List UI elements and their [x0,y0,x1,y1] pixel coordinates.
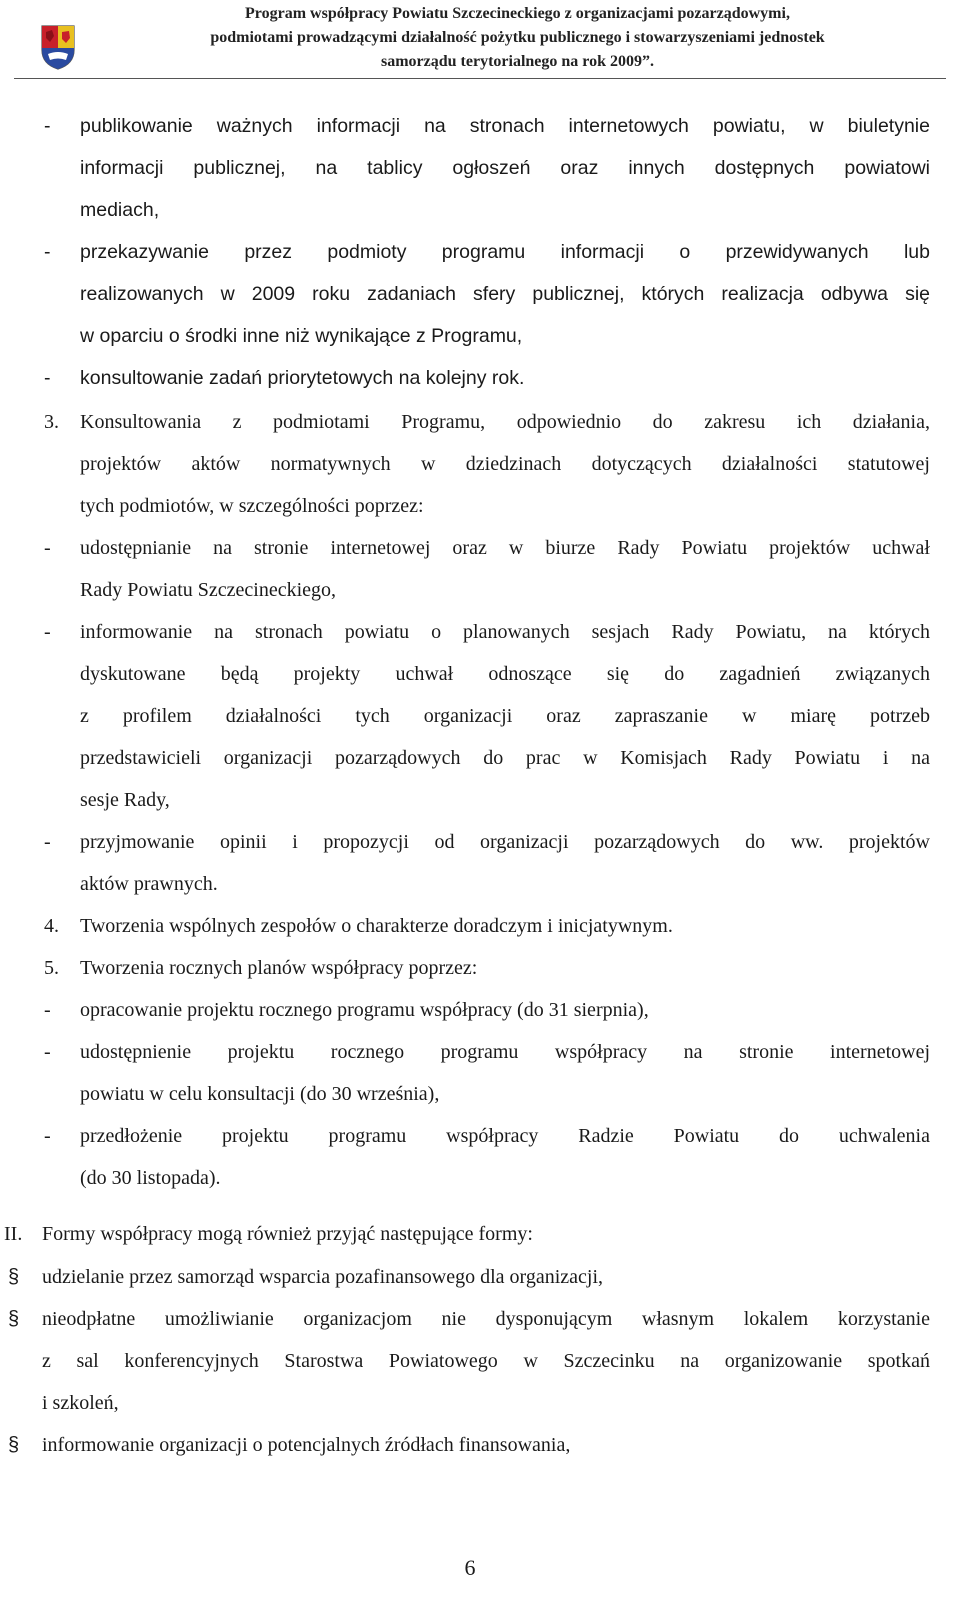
list-item-text: aktów prawnych. [80,873,218,895]
item-number: 4. [44,915,59,937]
paragraph-text: projektów aktów normatywnych w dziedzinach dotyczących działalności statutowej [80,453,930,475]
item-number: 5. [44,957,59,979]
list-dash: - [44,537,51,559]
list-item-text: udzielanie przez samorząd wsparcia pozafinansowego dla organizacji, [42,1266,604,1288]
list-item-text: Rady Powiatu Szczecineckiego, [80,579,337,601]
header-divider [14,78,946,79]
list-item-text: z profilem działalności tych organizacji oraz zapraszanie w miarę potrzeb [80,705,930,727]
coat-of-arms-icon [40,24,76,70]
list-dash: - [44,241,51,263]
list-item-text: (do 30 listopada). [80,1167,221,1189]
paragraph-text: Konsultowania z podmiotami Programu, odpowiednio do zakresu ich działania, [80,411,930,433]
list-dash: - [44,115,51,137]
header-line: samorządu terytorialnego na rok 2009”. [380,53,654,70]
list-item-text: przedstawicieli organizacji pozarządowych do prac w Komisjach Rady Powiatu i na [80,747,930,769]
section-bullet-icon: § [8,1266,20,1288]
list-item-text: powiatu w celu konsultacji (do 30 września), [80,1083,440,1105]
list-item-text: przekazywanie przez podmioty programu informacji o przewidywanych lub [80,241,930,263]
list-dash: - [44,621,51,643]
list-item-text: udostępnienie projektu rocznego programu współpracy na stronie internetowej [80,1041,930,1063]
list-item-text: udostępnianie na stronie internetowej oraz w biurze Rady Powiatu projektów uchwał [80,537,930,559]
list-item-text: informowanie na stronach powiatu o planowanych sesjach Rady Powiatu, na których [80,621,930,643]
header-line: Program współpracy Powiatu Szczecineckiego z organizacjami pozarządowymi, [245,5,790,22]
paragraph-text: tych podmiotów, w szczególności poprzez: [80,495,424,517]
list-dash: - [44,999,51,1021]
list-dash: - [44,831,51,853]
header-title [130,2,905,74]
list-item-text: nieodpłatne umożliwianie organizacjom nie dysponującym własnym lokalem korzystanie [42,1308,930,1330]
list-dash: - [44,1041,51,1063]
list-dash: - [44,1125,51,1147]
list-item-text: informowanie organizacji o potencjalnych źródłach finansowania, [42,1434,571,1456]
list-item-text: konsultowanie zadań priorytetowych na kolejny rok. [80,367,525,389]
list-item-text: realizowanych w 2009 roku zadaniach sfery publicznej, których realizacja odbywa się [80,283,930,305]
list-item-text: z sal konferencyjnych Starostwa Powiatowego w Szczecinku na organizowanie spotkań [42,1350,930,1372]
running-header [0,0,960,76]
list-item-text: opracowanie projektu rocznego programu współpracy (do 31 sierpnia), [80,999,649,1021]
paragraph-text: Tworzenia rocznych planów współpracy poprzez: [80,957,478,979]
page-number: 6 [464,1555,476,1580]
item-number: 3. [44,411,59,433]
section-bullet-icon: § [8,1308,20,1330]
header-line: podmiotami prowadzącymi działalność pożytku publicznego i stowarzyszeniami jednostek [210,29,825,46]
list-item-text: w oparciu o środki inne niż wynikające z Programu, [80,325,523,347]
section-heading: Formy współpracy mogą również przyjąć następujące formy: [42,1223,533,1245]
section-bullet-icon: § [8,1434,20,1456]
list-item-text: przedłożenie projektu programu współpracy Radzie Powiatu do uchwalenia [80,1125,930,1147]
list-dash: - [44,367,51,389]
list-item-text: przyjmowanie opinii i propozycji od organizacji pozarządowych do ww. projektów [80,831,930,853]
list-item-text: publikowanie ważnych informacji na stronach internetowych powiatu, w biuletynie [80,115,930,137]
list-item-text: mediach, [80,199,160,221]
list-item-text: i szkoleń, [42,1392,119,1414]
list-item-text: sesje Rady, [80,789,170,811]
paragraph-text: Tworzenia wspólnych zespołów o charakterze doradczym i inicjatywnym. [80,915,673,937]
list-item-text: dyskutowane będą projekty uchwał odnoszące się do zagadnień związanych [80,663,930,685]
section-number: II. [4,1223,23,1245]
list-item-text: informacji publicznej, na tablicy ogłoszeń oraz innych dostępnych powiatowi [80,157,930,179]
